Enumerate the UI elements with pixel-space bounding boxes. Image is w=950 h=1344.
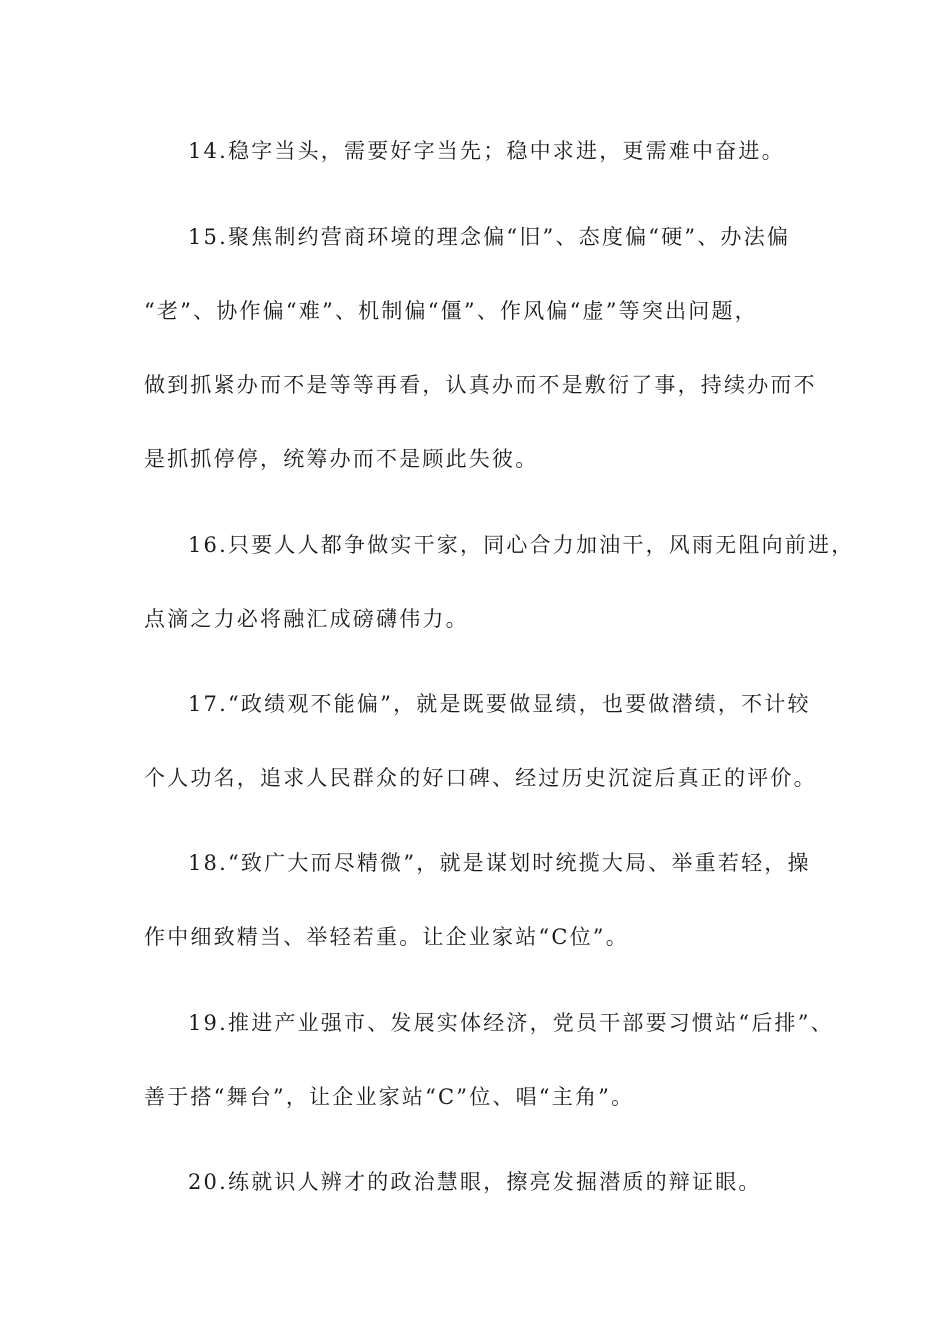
item-15-line-2: “老”、协作偏“难”、机制偏“僵”、作风偏“虚”等突出问题， — [144, 299, 758, 323]
item-19-line-2: 善于搭“舞台”，让企业家站“C”位、唱“主角”。 — [144, 1085, 635, 1109]
item-14-line-1: 14.稳字当头，需要好字当先；稳中求进，更需难中奋进。 — [188, 139, 785, 163]
item-15-line-1: 15.聚焦制约营商环境的理念偏“旧”、态度偏“硬”、办法偏 — [188, 225, 791, 249]
item-15-line-4: 是抓抓停停，统筹办而不是顾此失彼。 — [144, 447, 539, 471]
item-16-line-1: 16.只要人人都争做实干家，同心合力加油干，风雨无阻向前进， — [188, 533, 855, 557]
item-19-line-1: 19.推进产业强市、发展实体经济，党员干部要习惯站“后排”、 — [188, 1011, 834, 1035]
item-17-line-2: 个人功名，追求人民群众的好口碑、经过历史沉淀后真正的评价。 — [144, 766, 817, 790]
item-17-line-1: 17.“政绩观不能偏”，就是既要做显绩，也要做潜绩，不计较 — [188, 692, 811, 716]
item-20-line-1: 20.练就识人辨才的政治慧眼，擦亮发掘潜质的辩证眼。 — [188, 1170, 762, 1194]
item-18-line-2: 作中细致精当、举轻若重。让企业家站“C位”。 — [144, 925, 629, 949]
item-15-line-3: 做到抓紧办而不是等等再看，认真办而不是敷衍了事，持续办而不 — [144, 373, 817, 397]
item-18-line-1: 18.“致广大而尽精微”，就是谋划时统揽大局、举重若轻，操 — [188, 851, 811, 875]
item-16-line-2: 点滴之力必将融汇成磅礴伟力。 — [144, 607, 469, 631]
